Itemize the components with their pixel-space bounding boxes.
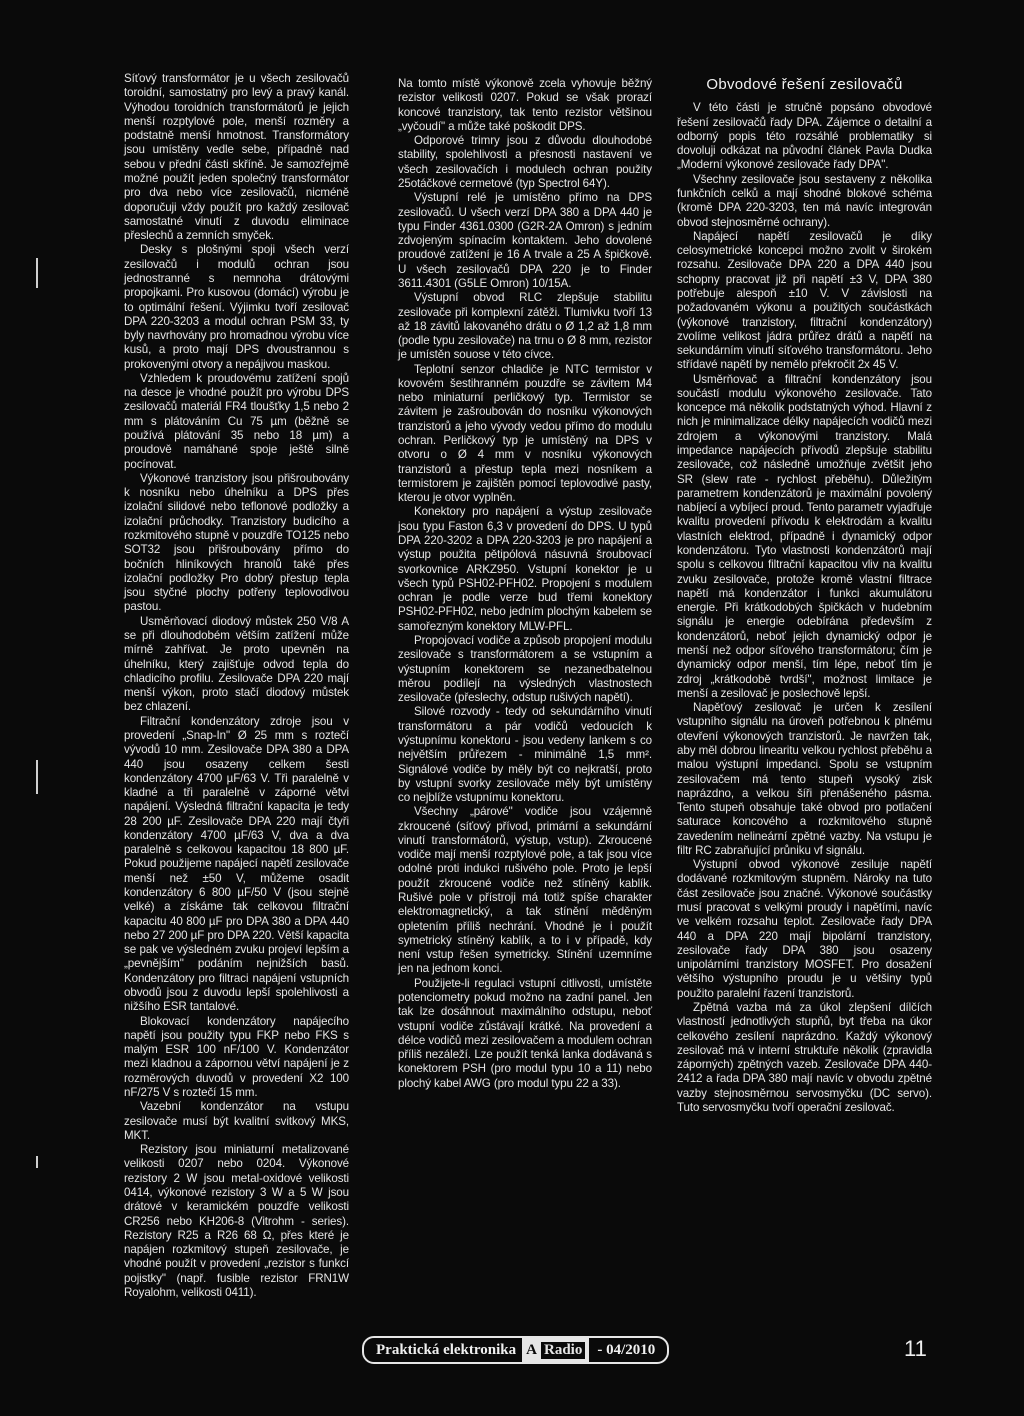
paragraph: Blokovací kondenzátory napájecího napětí jsou použity typu FKP nebo FKS s malým ESR 100 nF/100 V. Kondenzátor mezi kladnou a zápornou větví napájení je z rozměrových duvodů v provedení X2 100 nF/275 V s roztečí 15 mm.: [124, 1014, 349, 1099]
paragraph: Použijete-li regulaci vstupní citlivosti, umístěte potenciometry pokud možno na zadní panel. Jen tak lze dosáhnout maximálního odstupu, neboť vstupní vodiče zůstávají krátké. Na provedení a délce vodičů mezi zesilovačem a modulem ochran příliš nezáleží. Lze použít tenká lanka dodávaná s konektorem PSH (pro modul typu 10 a 11) nebo plochý kabel AWG (pro modul typu 22 a 33).: [398, 976, 652, 1090]
paragraph: Usměrňovač a filtrační kondenzátory jsou součástí modulu výkonového zesilovače. Tato koncepce má několik podstatných výhod. Hlavní z nich je minimalizace délky napájecích vodičů mezi zdrojem a výkonovými tranzistory. Malá impedance napájecích přívodů zlepšuje stabilitu zesilovače, což následně umožňuje zvětšit jeho SR (slew rate - rychlost přeběhu). Důležitým parametrem kondenzátorů je maximální povolený nabíjecí a vybíjecí proud. Tento parametr vyjadřuje kvalitu provedení přívodu k elektrodám a kvalitu vlastních elektrod, případně i dynamický odpor kondenzátoru. Tyto vlastnosti kondenzátorů mají spolu s celkovou filtrační kapacitou vliv na kvalitu zvuku zesilovače, protože kromě vlastní filtrace napětí má kondenzátor i funkci akumulátoru energie. Při krátkodobých špičkách v hudebním signálu je energie odebírána především z kondenzátorů, neboť jejich dynamický odpor je menší než odpor síťového transformátoru; čím je dynamický odpor menší, tím lépe, neboť tím je zdroj „krátkodobě tvrdší", možnost limitace je menší a zesilovač je poslechově lepší.: [677, 372, 932, 700]
paragraph: Všechny „párové" vodiče jsou vzájemně zkroucené (síťový přívod, primární a sekundární vinutí transformátorů, výstup, vstup). Zkroucené vodiče mají menší rozptylové pole, a tak jsou více odolné proti indukci rušivého pole. Proto je lepší použít zkroucené vodiče než stíněný kablík. Rušivé pole v přístroji má totiž spíše charakter elektromagnetický, a tak stínění měděným opletením příliš nechrání. Vhodné je i použít symetrický stíněný kablík, a to i v případě, kdy není vstup řešen symetricky. Stínění uzemníme jen na jednom konci.: [398, 805, 652, 976]
text-column-1: [124, 72, 349, 1300]
text-column-2: [398, 77, 652, 1091]
text-column-3: [677, 78, 932, 1115]
paragraph: Silové rozvody - tedy od sekundárního vinutí transformátoru a pár vodičů vedoucích k výstupnímu konektoru - jsou vedeny lankem s co největším průřezem - minimálně 1,5 mm². Signálové vodiče by měly být co nejkratší, proto by vstupní svorky zesilovače měly být umístěny co nejblíže vstupnímu konektoru.: [398, 705, 652, 805]
section-title: Obvodové řešení zesilovačů: [706, 76, 903, 93]
paragraph: Výkonové tranzistory jsou přišroubovány k nosníku nebo úhelníku a DPS přes izolační silidové nebo teflonové podložky a izolační průchodky. Tranzistory budicího a rozkmitového stupně v pouzdře TO125 nebo SOT32 jsou přišroubovány přímo do bočních hliníkových hranolů také přes izolační podložky Pro dobrý přestup tepla jsou styčné plochy potřeny teplovodivou pastou.: [124, 471, 349, 614]
paragraph: Výstupní obvod RLC zlepšuje stabilitu zesilovače při komplexní zátěži. Tlumivku tvoří 13 až 18 závitů lakovaného drátu o Ø 1,2 až 1,8 mm (podle typu zesilovače) na trnu o Ø 8 mm, rezistor je umístěn souose v této cívce.: [398, 291, 652, 362]
paragraph: Odporové trimry jsou z důvodu dlouhodobé stability, spolehlivosti a přesnosti nastavení ve všech zesilovačích i modulech ochran použity 25otáčkové cermetové (typ Spectrol 64Y).: [398, 134, 652, 190]
paragraph: Konektory pro napájení a výstup zesilovače jsou typu Faston 6,3 v provedení do DPS. U typů DPA 220-3202 a DPA 220-3203 je pro napájení a výstup použita pětipólová násuvná šroubovací svorkovnice ARKZ950. Vstupní konektor je u všech typů PSH02-PFH02. Propojení s modulem ochran je podle verze bud třemi konektory PSH02-PFH02, nebo jedním plochým kabelem se samořezným konektory MLW-PFL.: [398, 505, 652, 633]
paragraph: Napájecí napětí zesilovačů je díky celosymetrické koncepci možno zvolit v širokém rozsahu. Zesilovače DPA 220 a DPA 440 jsou schopny pracovat již při napětí ±3 V, DPA 380 potřebuje alespoň ±10 V. V závislosti na požadovaném výkonu a použitých součástkách (výkonové tranzistory, filtrační kondenzátory) zvolíme velikost jádra průřez drátů a napětí na sekundárním vinutí síťového transformátoru. Jeho střídavé napětí by nemělo překročit 2x 45 V.: [677, 229, 932, 372]
margin-mark: [36, 258, 38, 288]
paragraph: Desky s plošnými spoji všech verzí zesilovačů i modulů ochran jsou jednostranné s nemnoha drátovými propojkami. Pro kusovou (domácí) výrobu je to optimální řešení. Výjimku tvoří zesilovač DPA 220-3203 a modul ochran PSM 33, ty byly navrhovány pro hromadnou výrobu více kusů, a proto mají DPS dvoustrannou s prokovenými otvory a nepájivou maskou.: [124, 243, 349, 371]
magazine-footer: [362, 1336, 669, 1364]
paragraph: Zpětná vazba má za úkol zlepšení dílčích vlastností jednotlivých stupňů, byt třeba na úkor celkového zesílení naprázdno. Každý výkonový zesilovač má v interní struktuře několik (zpravidla záporných) zpětných vazeb. Zesilovače DPA 440-2412 a řada DPA 380 mají navíc v obvodu zpětné vazby stejnosměrnou servosmyčku (DC servo). Tuto servosmyčku tvoří operační zesilovač.: [677, 1001, 932, 1114]
page-number: 11: [904, 1336, 927, 1361]
paragraph: Filtrační kondenzátory zdroje jsou v provedení „Snap-In" Ø 25 mm s roztečí vývodů 10 mm. Zesilovače DPA 380 a DPA 440 jsou osazeny celkem šesti kondenzátory 4700 µF/63 V. Tři paralelně v kladné a tři paralelně v záporné větvi napájení. Výsledná filtrační kapacita je tedy 28 200 µF. Zesilovače DPA 220 mají čtyři kondenzátory 4700 µF/63 V, dva a dva paralelně s celkovou kapacitou 18 800 µF. Pokud použijeme napájecí napětí zesilovače menší než ±50 V, můžeme osadit kondenzátory 6 800 µF/50 V (jsou stejně velké) a získáme tak celkovou filtrační kapacitu 40 800 µF pro DPA 380 a DPA 440 nebo 27 200 µF pro DPA 220. Větší kapacita se pak ve výsledném zvuku projeví lepším a „pevnějším" podáním nejnižších basů. Kondenzátory pro filtraci napájení vstupních obvodů jsou z duvodu lepší spolehlivosti a nižšího ESR tantalové.: [124, 714, 349, 1014]
logo-radio: Radio: [541, 1342, 585, 1359]
paragraph: Výstupní obvod výkonové zesiluje napětí dodávané rozkmitovým stupněm. Nároky na tuto část zesilovače jsou značné. Výkonové součástky musí pracovat s velkými proudy i napětími, navíc ve velkém rozsahu teplot. Zesilovače řady DPA 440 a DPA 220 mají bipolární tranzistory, zesilovače řady DPA 380 jsou osazeny unipolárními tranzistory MOSFET. Pro dosažení většího výstupního proudu je u většiny typů použito paralelní řazení tranzistorů.: [677, 858, 932, 1000]
paragraph: Všechny zesilovače jsou sestaveny z několika funkčních celků a mají shodné blokové schéma (kromě DPA 220-3203, ten má navíc integrován obvod stejnosměrné ochrany).: [677, 172, 932, 229]
paragraph: Vzhledem k proudovému zatížení spojů na desce je vhodné použít pro výrobu DPS zesilovačů materiál FR4 tloušťky 1,5 nebo 2 mm s plátováním Cu 75 µm (běžně se používá plátování 35 nebo 18 µm) a proudově namáhané spoje ještě silně pocínovat.: [124, 371, 349, 471]
paragraph: Výstupní relé je umístěno přímo na DPS zesilovačů. U všech verzí DPA 380 a DPA 440 je typu Finder 4361.0300 (G2R-2A Omron) s jedním zdvojeným spínacím kontaktem. Jeho dovolené proudové zatížení je 16 A trvale a 25 A špičkově. U všech zesilovačů DPA 220 je to Finder 3611.4301 (G5LE Omron) 10/15A.: [398, 191, 652, 290]
margin-mark: [36, 1156, 38, 1168]
issue-number: - 04/2010: [597, 1341, 656, 1358]
paragraph: Teplotní senzor chladiče je NTC termistor v kovovém šestihranném pouzdře se závitem M4 nebo miniaturní perličkový typ. Termistor se závitem je zašroubován do nosníku výkonových tranzistorů a jeho vývody vedou přímo do modulu ochran. Perličkový typ je umístěný na DPS v otvoru o Ø 4 mm v nosníku výkonových tranzistorů a přestup tepla mezi nosníkem a termistorem je zajištěn pomocí teplovodivé pasty, kterou je otvor vyplněn.: [398, 362, 652, 505]
paragraph: Na tomto místě výkonově zcela vyhovuje běžný rezistor velikosti 0207. Pokud se však prorazí koncové tranzistory, tak tento rezistor většinou „vyčoudí" a může také poškodit DPS.: [398, 77, 652, 133]
margin-mark: [36, 760, 38, 794]
paragraph: V této části je stručně popsáno obvodové řešení zesilovačů řady DPA. Zájemce o detailní a odborný popis této rozsáhlé problematiky si dovoluji odkázat na původní článek Pavla Dudka „Moderní výkonové zesilovače řady DPA".: [677, 101, 932, 172]
paragraph: Vazební kondenzátor na vstupu zesilovače musí být kvalitní svitkový MKS, MKT.: [124, 1100, 349, 1142]
logo-letter: A: [526, 1341, 537, 1358]
paragraph: Síťový transformátor je u všech zesilovačů toroidní, samostatný pro levý a pravý kanál. Výhodou toroidních transformátorů je jejich menší rozptylové pole, menší rozměry a podstatně menší hmotnost. Transformátory jsou umístěny vedle sebe, případně nad sebou v přední části skříně. Je samozřejmě možné použít jeden společný transformátor pro dva nebo více zesilovačů, nicméně doporučuji vždy použít pro každý zesilovač samostatné vinutí z duvodu eliminace přeslechů a zemních smyček.: [124, 72, 349, 243]
magazine-logo: [522, 1338, 589, 1362]
paragraph: Propojovací vodiče a způsob propojení modulu zesilovače s transformátorem a se vstupním a výstupním konektorem se nezanedbatelnou měrou podílejí na výsledných vlastnostech zesilovače (přeslechy, odstup rušivých napětí).: [398, 633, 652, 705]
paragraph: Usměrňovací diodový můstek 250 V/8 A se při dlouhodobém větším zatížení může mírně zahřívat. Je proto upevněn na úhelníku, který zajišťuje odvod tepla do chladicího profilu. Zesilovače DPA 220 mají menší výkon, proto stačí diodový můstek bez chlazení.: [124, 614, 349, 714]
magazine-name: Praktická elektronika: [376, 1341, 517, 1358]
paragraph: Napěťový zesilovač je určen k zesílení vstupního signálu na úroveň potřebnou k plnému otevření výkonových tranzistorů. Je navržen tak, aby měl dobrou linearitu velkou rychlost přeběhu a malou výstupní impedanci. Spolu se vstupním zesilovačem má tento stupeň vysoký zisk naprázdno, a velkou šíři přenášeného pásma. Tento stupeň obsahuje také obvod pro potlačení saturace koncového a rozkmitového stupně zavedením nelineární zpětné vazby. Na vstupu je filtr RC zabraňující průniku vf signálu.: [677, 701, 932, 857]
paragraph: Rezistory jsou miniaturní metalizované velikosti 0207 nebo 0204. Výkonové rezistory 2 W jsou metal-oxidové velikosti 0414, výkonové rezistory 3 W a 5 W jsou drátové v keramickém pouzdře velikosti CR256 nebo KH206-8 (Vitrohm - series). Rezistory R25 a R26 68 Ω, přes které je napájen rozkmitový stupeň zesilovače, je vhodné použít v provedení „rezistor s funkcí pojistky" (např. fusible rezistor FRN1W Royalohm, velikosti 0411).: [124, 1143, 349, 1299]
